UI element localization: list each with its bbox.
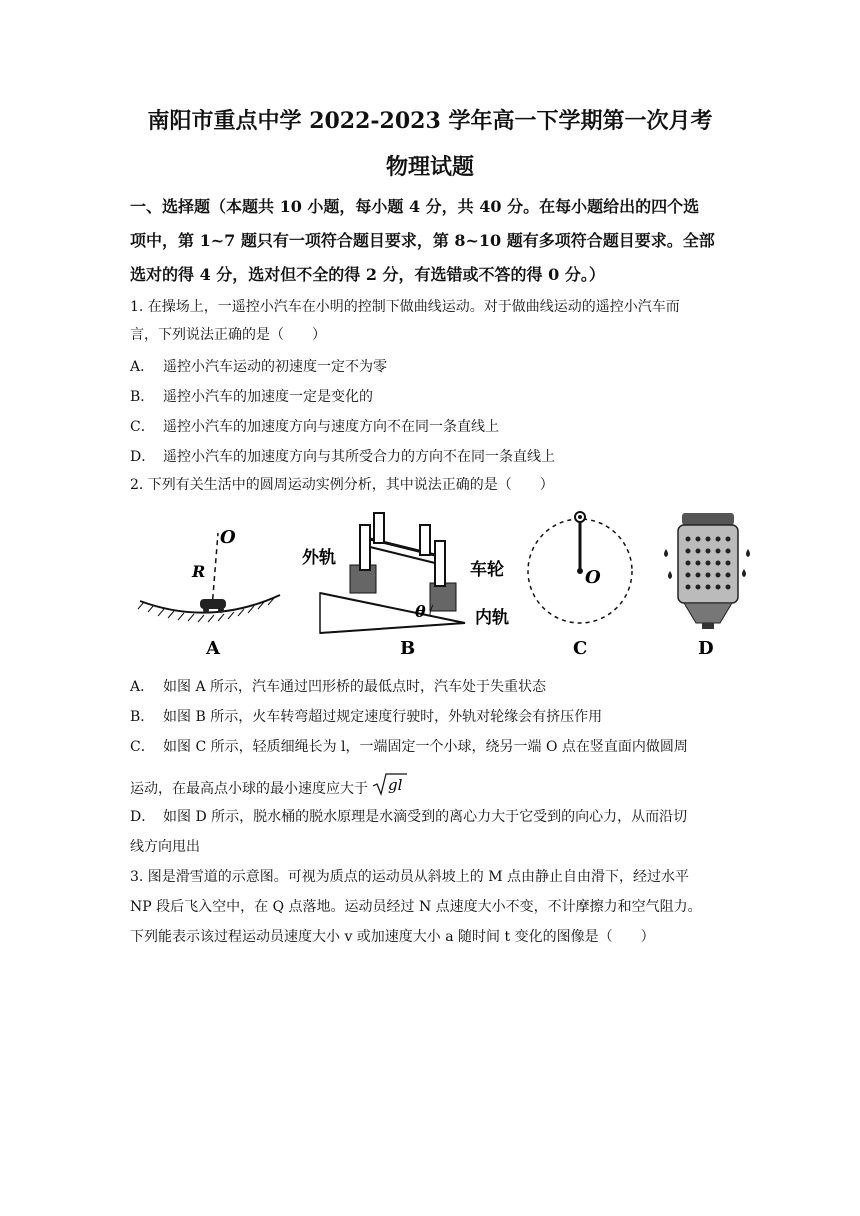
q1-stem-line-2: 言，下列说法正确的是（ ） bbox=[130, 327, 326, 343]
title-line-2: 物理试题 bbox=[385, 154, 474, 180]
figure-c-o-label: O bbox=[585, 567, 601, 588]
figure-b-inner-rail: 内轨 bbox=[475, 608, 509, 628]
q2-option-a: A． 如图 A 所示，汽车通过凹形桥的最低点时，汽车处于失重状态 bbox=[130, 679, 547, 695]
q1-option-c: C． 遥控小汽车的加速度方向与速度方向不在同一条直线上 bbox=[130, 419, 499, 435]
q3-stem-line-3: 下列能表示该过程运动员速度大小 v 或加速度大小 a 随时间 t 变化的图像是（ ） bbox=[130, 929, 655, 945]
svg-text:gl: gl bbox=[388, 776, 403, 794]
figure-a-label: A bbox=[206, 638, 220, 655]
q2-option-d-continued: 线方向甩出 bbox=[130, 839, 200, 855]
q1-stem-line-1: 1. 在操场上，一遥控小汽车在小明的控制下做曲线运动。对于做曲线运动的遥控小汽车而 bbox=[130, 299, 680, 315]
q1-option-b: B． 遥控小汽车的加速度一定是变化的 bbox=[130, 389, 373, 405]
section-line-1: 一、选择题（本题共 10 小题，每小题 4 分，共 40 分。在每小题给出的四个选 bbox=[130, 197, 700, 216]
figure-b bbox=[302, 513, 509, 655]
figure-b-wheel: 车轮 bbox=[470, 560, 504, 580]
figure-a-o-label: O bbox=[220, 527, 236, 548]
q3-stem-line-1: 3. 图是滑雪道的示意图。可视为质点的运动员从斜坡上的 M 点由静止自由滑下，经过水平 bbox=[130, 869, 690, 885]
sqrt-formula bbox=[372, 772, 408, 800]
figure-c-label: C bbox=[573, 638, 588, 655]
q3-stem-line-2: NP 段后飞入空中，在 Q 点落地。运动员经过 N 点速度大小不变，不计摩擦力和空气阻力。 bbox=[130, 899, 702, 915]
figure-b-theta: θ bbox=[415, 602, 426, 621]
q2-figure bbox=[130, 505, 750, 655]
q2-option-c: C． 如图 C 所示，轻质细绳长为 l，一端固定一个小球，绕另一端 O 点在竖直面内做圆周 bbox=[130, 739, 688, 755]
figure-b-label: B bbox=[400, 638, 416, 655]
figure-a-r-label: R bbox=[192, 562, 206, 581]
q1-option-d: D． 遥控小汽车的加速度方向与其所受合力的方向不在同一条直线上 bbox=[130, 449, 555, 465]
section-line-2: 项中，第 1~7 题只有一项符合题目要求，第 8~10 题有多项符合题目要求。全部 bbox=[130, 231, 715, 250]
q2-stem: 2. 下列有关生活中的圆周运动实例分析，其中说法正确的是（ ） bbox=[130, 477, 554, 493]
q2-option-c-continued: 运动，在最高点小球的最小速度应大于 gl bbox=[130, 772, 408, 800]
figure-a bbox=[138, 527, 280, 655]
figure-c bbox=[528, 512, 632, 655]
title-line-1: 南阳市重点中学 2022-2023 学年高一下学期第一次月考 bbox=[147, 108, 713, 134]
figure-b-outer-rail: 外轨 bbox=[302, 548, 336, 568]
q1-option-a: A． 遥控小汽车运动的初速度一定不为零 bbox=[130, 359, 387, 375]
section-line-3: 选对的得 4 分，选对但不全的得 2 分，有选错或不答的得 0 分。） bbox=[130, 265, 605, 284]
figure-d-label: D bbox=[698, 638, 714, 655]
section-instructions bbox=[130, 190, 735, 292]
q2-option-b: B． 如图 B 所示，火车转弯超过规定速度行驶时，外轨对轮缘会有挤压作用 bbox=[130, 709, 603, 725]
q2-option-d: D． 如图 D 所示，脱水桶的脱水原理是水滴受到的离心力大于它受到的向心力，从而沿切 bbox=[130, 809, 688, 825]
figure-d bbox=[664, 513, 750, 655]
